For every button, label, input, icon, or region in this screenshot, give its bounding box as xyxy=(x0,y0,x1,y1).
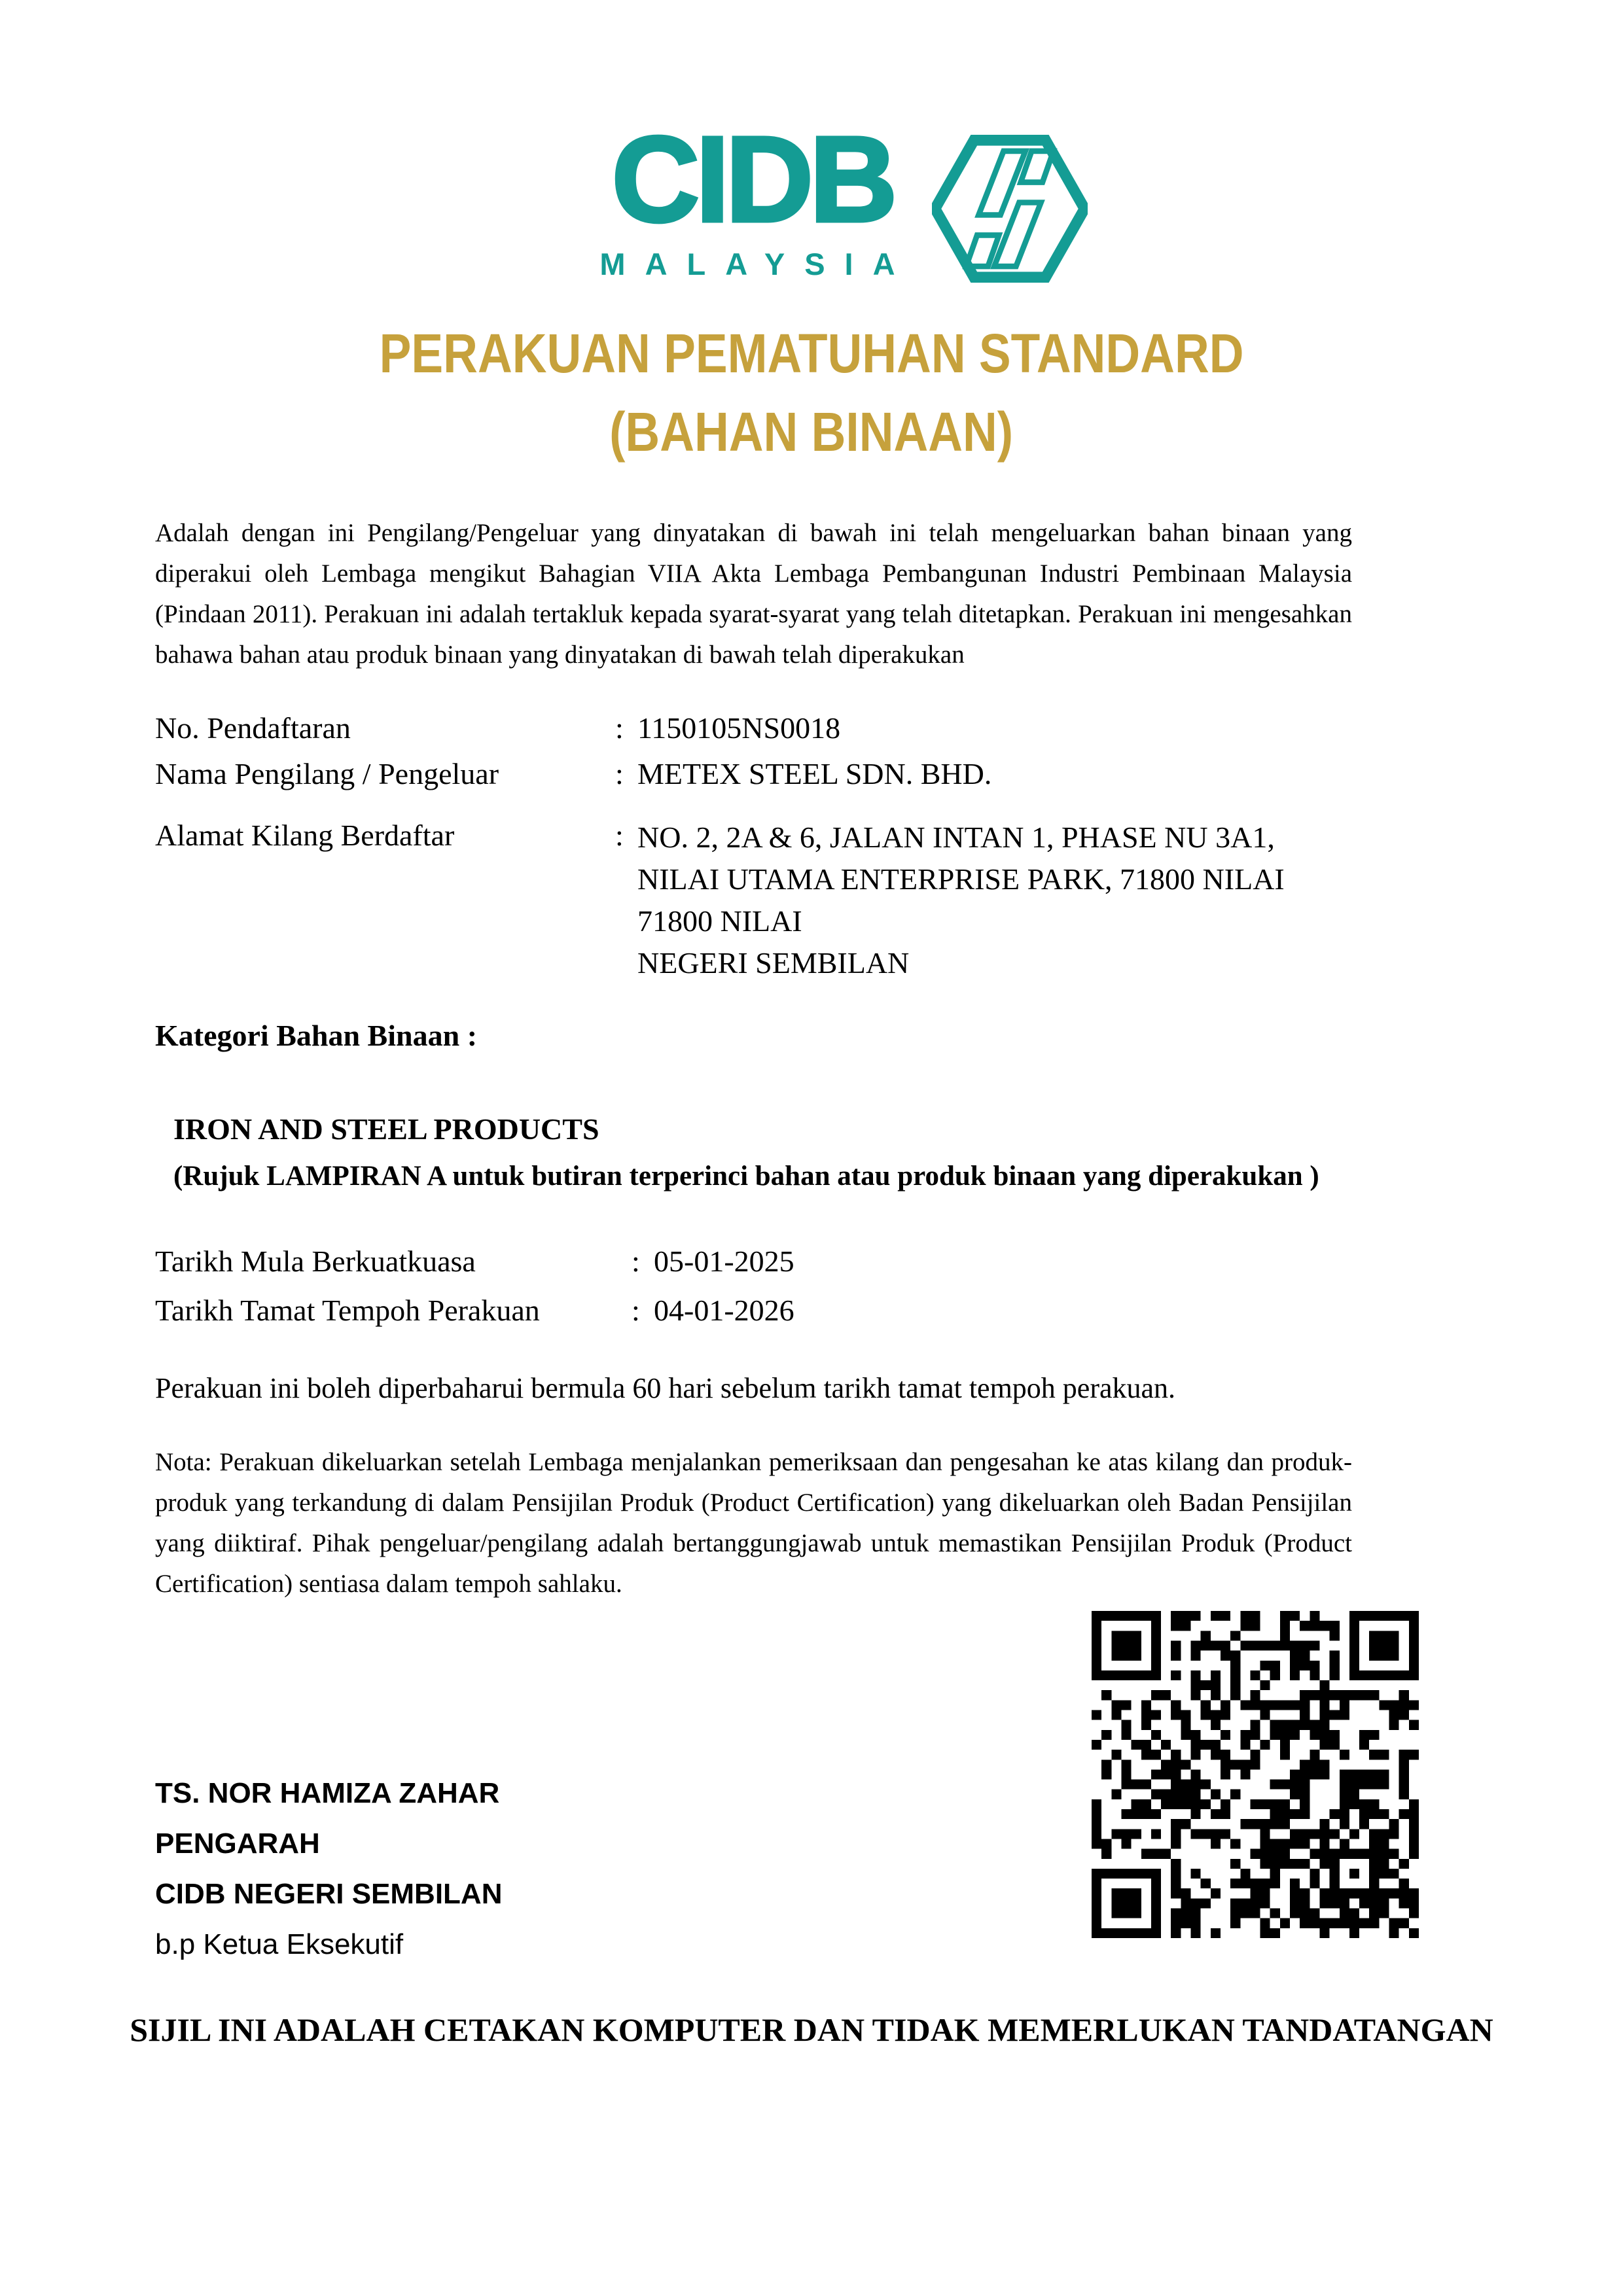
address-line: 71800 NILAI xyxy=(637,904,802,938)
address-label: Alamat Kilang Berdaftar xyxy=(155,819,455,852)
title-line-2: (BAHAN BINAAN) xyxy=(609,401,1014,463)
product-category-block xyxy=(155,1110,1352,1194)
nota-paragraph: Nota: Perakuan dikeluarkan setelah Lembaga menjalankan pemeriksaan dan pengesahan ke atas kilang dan produk-produk yang terkandung di dalam Pensijilan Produk (Product Certification) yang dikeluarkan oleh Badan Pensijilan yang diiktiraf. Pihak pengeluar/pengilang adalah bertanggungjawab untuk memastikan Pensijilan Produk (Product Certification) sentiasa dalam tempoh sahlaku. xyxy=(155,1448,1352,1598)
end-date-label: Tarikh Tamat Tempoh Perakuan xyxy=(155,1294,540,1327)
signatory-position: PENGARAH xyxy=(155,1828,320,1860)
address-line: NO. 2, 2A & 6, JALAN INTAN 1, PHASE NU 3A1, xyxy=(637,821,1275,854)
signatory-office: CIDB NEGERI SEMBILAN xyxy=(155,1878,503,1910)
start-date-label: Tarikh Mula Berkuatkuasa xyxy=(155,1245,476,1278)
title-line-1: PERAKUAN PEMATUHAN STANDARD xyxy=(379,323,1244,384)
registration-value: 1150105NS0018 xyxy=(637,711,841,745)
manufacturer-label: Nama Pengilang / Pengeluar xyxy=(155,757,499,790)
colon-separator: : xyxy=(632,1245,640,1278)
certificate-title xyxy=(0,314,1623,471)
cidb-hexagon-icon xyxy=(932,131,1088,287)
end-date-value: 04-01-2026 xyxy=(654,1294,794,1327)
address-line: NEGERI SEMBILAN xyxy=(637,946,910,980)
validity-section xyxy=(155,1243,1352,1330)
footer-disclaimer: SIJIL INI ADALAH CETAKAN KOMPUTER DAN TIDAK MEMERLUKAN TANDATANGAN xyxy=(130,2011,1493,2048)
product-category-note: (Rujuk LAMPIRAN A untuk butiran terperinci bahan atau produk binaan yang diperakukan ) xyxy=(173,1161,1319,1192)
colon-separator: : xyxy=(632,1294,640,1327)
signatory-name: TS. NOR HAMIZA ZAHAR xyxy=(155,1777,500,1809)
registration-row xyxy=(155,709,1352,747)
manufacturer-value: METEX STEEL SDN. BHD. xyxy=(637,757,992,790)
colon-separator: : xyxy=(615,711,624,745)
cidb-malaysia-text: MALAYSIA xyxy=(599,247,915,281)
colon-separator: : xyxy=(615,819,624,852)
start-date-value: 05-01-2025 xyxy=(654,1245,794,1278)
details-section xyxy=(155,709,1352,984)
end-date-row xyxy=(155,1292,1352,1330)
qr-code xyxy=(1092,1611,1419,1938)
cidb-logo xyxy=(27,112,1623,287)
intro-paragraph: Adalah dengan ini Pengilang/Pengeluar yang dinyatakan di bawah ini telah mengeluarkan bahan binaan yang diperakui oleh Lembaga mengikut Bahagian VIIA Akta Lembaga Pembangunan Industri Pembinaan Malaysia (Pindaan 2011). Perakuan ini adalah tertakluk kepada syarat-syarat yang telah ditetapkan. Perakuan ini mengesahkan bahawa bahan atau produk binaan yang dinyatakan di bawah telah diperakukan xyxy=(155,519,1352,669)
registration-label: No. Pendaftaran xyxy=(155,711,351,745)
manufacturer-row xyxy=(155,755,1352,793)
cidb-wordmark xyxy=(590,112,915,282)
category-heading: Kategori Bahan Binaan : xyxy=(155,1019,478,1052)
renewal-note: Perakuan ini boleh diperbaharui bermula 60 hari sebelum tarikh tamat tempoh perakuan. xyxy=(155,1372,1176,1404)
colon-separator: : xyxy=(615,757,624,790)
address-row xyxy=(155,817,1352,984)
address-value xyxy=(637,817,1352,984)
signatory-on-behalf: b.p Ketua Eksekutif xyxy=(155,1928,404,1960)
start-date-row xyxy=(155,1243,1352,1280)
product-category-name: IRON AND STEEL PRODUCTS xyxy=(173,1112,599,1146)
address-line: NILAI UTAMA ENTERPRISE PARK, 71800 NILAI xyxy=(637,862,1285,896)
cidb-brand-text: CIDB xyxy=(611,112,894,247)
